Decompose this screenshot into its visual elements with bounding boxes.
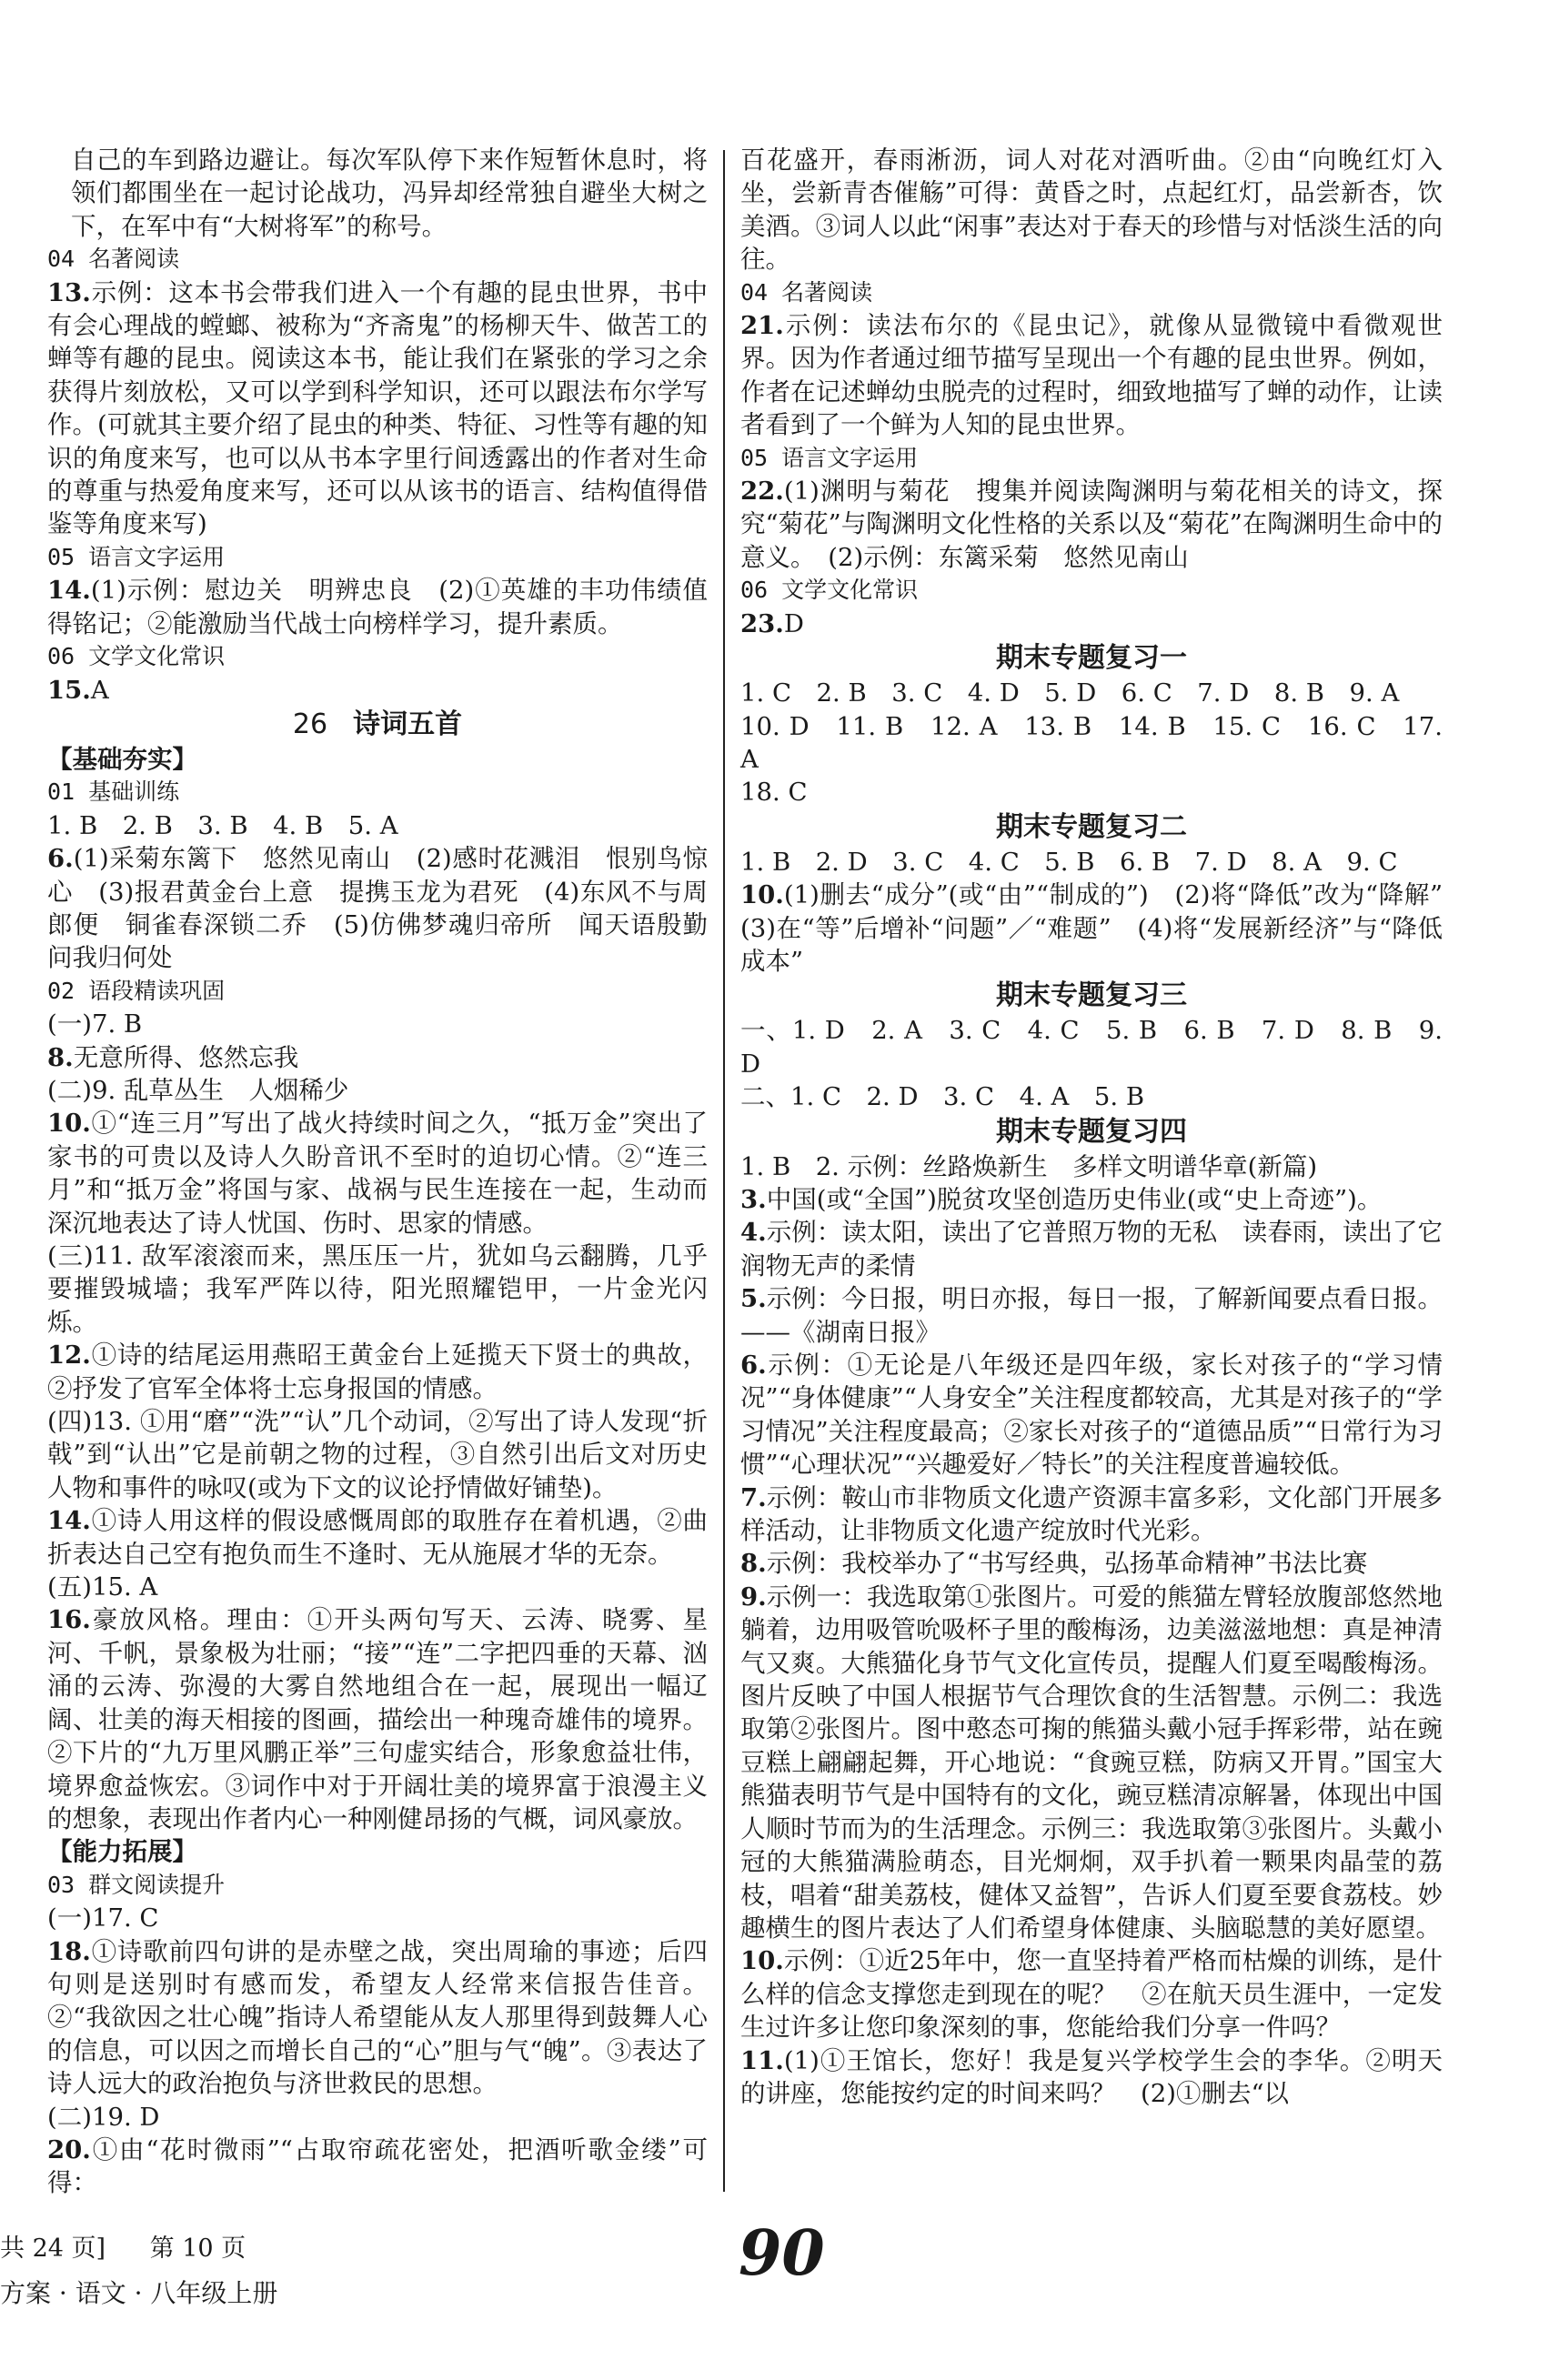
answer-number: 4. (740, 1218, 767, 1248)
section-label: 05 语言文字运用 (47, 543, 226, 570)
answer-item (47, 1603, 708, 1835)
answer-item (47, 276, 708, 541)
answer-text: 示例：这本书会带我们进入一个有趣的昆虫世界，书中有会心理战的螳螂、被称为“齐斋鬼”的杨柳天牛、做苦工的蝉等有趣的昆虫。阅读这本书，能让我们在紧张的学习之余获得片刻放松，又可以学到科学知识，还可以跟法布尔学写作。(可就其主要介绍了昆虫的种类、特征、习性等有趣的知识的角度来写，也可以从书本字里行间透露出的作者对生命的尊重与热爱角度来写，还可以从该书的语言、结构值得借鉴等角度来写) (47, 277, 708, 539)
answer-number: 10. (740, 1946, 784, 1976)
answer-line: 二、1. C 2. D 3. C 4. A 5. B (740, 1082, 1145, 1112)
answer-item (740, 1481, 1443, 1548)
answer-text: 豪放风格。理由：①开头两句写天、云涛、晓雾、星河、千帆，景象极为壮丽；“接”“连”二字把四垂的天幕、汹涌的云涛、弥漫的大雾自然地组合在一起，展现出一幅辽阔、壮美的海天相接的图画，描绘出一种瑰奇雄伟的境界。②下片的“九万里风鹏正举”三句虚实结合，形象愈益壮伟，境界愈益恢宏。③词作中对于开阔壮美的境界富于浪漫主义的想象，表现出作者内心一种刚健昂扬的气概，词风豪放。 (47, 1605, 708, 1833)
answer-line: 一、1. D 2. A 3. C 4. C 5. B 6. B 7. D 8. B 9. D (740, 1016, 1443, 1079)
answer-line: (四)13. ①用“磨”“洗”“认”几个动词，②写出了诗人发现“折戟”到“认出”它是前朝之物的过程，③自然引出后文对历史人物和事件的咏叹(或为下文的议论抒情做好铺垫)。 (47, 1407, 708, 1502)
answer-line: (三)11. 敌军滚滚而来，黑压压一片，犹如乌云翻腾，几乎要摧毁城墙；我军严阵以待，阳光照耀铠甲，一片金光闪烁。 (47, 1241, 708, 1337)
answer-number: 21. (740, 311, 784, 341)
answer-item (47, 2134, 708, 2200)
answer-line: (五)15. A (47, 1572, 158, 1602)
lesson-title: 期末专题复习四 (996, 1115, 1187, 1148)
section-label: 06 文学文化常识 (47, 643, 226, 670)
answer-text: 示例：我校举办了“书写经典，弘扬革命精神”书法比赛 (766, 1549, 1368, 1579)
answer-line: (一)17. C (47, 1903, 159, 1933)
lesson-heading (740, 811, 1443, 844)
answer-text: 无意所得、悠然忘我 (73, 1042, 299, 1072)
answer-text: 示例：今日报，明日亦报，每日一报，了解新闻要点看日报。——《湖南日报》 (740, 1284, 1443, 1347)
lesson-title: 期末专题复习一 (996, 642, 1187, 675)
answer-text: 中国(或“全国”)脱贫攻坚创造历史伟业(或“史上奇迹”)。 (766, 1184, 1383, 1214)
answer-line: 1. B 2. D 3. C 4. C 5. B 6. B 7. D 8. A 9. C (740, 847, 1398, 877)
answer-item (47, 1935, 708, 2101)
answer-item (47, 674, 708, 707)
answer-text: A (90, 675, 109, 705)
answer-item (740, 1282, 1443, 1349)
answer-text: D (783, 608, 804, 638)
answer-number: 15. (47, 675, 91, 705)
answer-item (740, 2044, 1443, 2111)
footer-page-info (0, 2228, 246, 2264)
answer-line: (一)7. B (47, 1009, 143, 1039)
answer-number: 20. (47, 2134, 91, 2164)
answer-number: 10. (47, 1109, 91, 1139)
answer-text: (1)删去“成分”(或“由”“制成的”) (2)将“降低”改为“降解” (3)在“等”后增补“问题”／“难题” (4)将“发展新经济”与“降低成本” (740, 880, 1468, 976)
answer-item (740, 1183, 1443, 1216)
answer-text: ①“连三月”写出了战火持续时间之久，“抵万金”突出了家书的可贵以及诗人久盼音讯不至时的迫切心情。②“连三月”和“抵万金”将国与家、战祸与民生连接在一起，生动而深沉地表达了诗人忧国、伤时、思家的情感。 (47, 1109, 708, 1238)
section-label: 04 名著阅读 (740, 278, 873, 306)
answer-number: 14. (47, 1506, 91, 1536)
answer-line: 自己的车到路边避让。每次军队停下来作短暂休息时，将领们都围坐在一起讨论战功，冯异却经常独自避坐大树之下，在军中有“大树将军”的称号。 (71, 146, 708, 241)
answer-text: ①诗的结尾运用燕昭王黄金台上延揽天下贤士的典故，②抒发了官军全体将士忘身报国的情感。 (47, 1341, 708, 1403)
section-label: 03 群文阅读提升 (47, 1871, 226, 1898)
answer-line: 18. C (740, 778, 808, 808)
answer-text: (1)示例：慰边关 明辨忠良 (2)①英雄的丰功伟绩值得铭记；②能激励当代战士向榜样学习，提升素质。 (47, 576, 708, 638)
answer-number: 9. (740, 1582, 767, 1612)
section-label: 04 名著阅读 (47, 246, 180, 273)
answer-text: 示例：鞍山市非物质文化遗产资源丰富多彩，文化部门开展多样活动，让非物质文化遗产绽放时代光彩。 (740, 1482, 1443, 1546)
section-label: 02 语段精读巩固 (47, 977, 226, 1004)
answer-text: 示例：读太阳，读出了它普照万物的无私 读春雨，读出了它润物无声的柔情 (740, 1218, 1443, 1280)
answer-item (740, 1547, 1443, 1580)
section-label: 01 基础训练 (47, 778, 180, 806)
answer-line: 1. B 2. B 3. B 4. B 5. A (47, 810, 398, 840)
answer-number: 6. (47, 844, 74, 874)
lesson-title: 期末专题复习二 (996, 810, 1187, 843)
answer-item (740, 608, 1443, 640)
answer-line: (二)19. D (47, 2102, 160, 2132)
answer-item (740, 475, 1443, 574)
answer-item (740, 879, 1468, 978)
answer-text: ①由“花时微雨”“占取帘疏花密处，把酒听歌金缕”可得： (47, 2134, 708, 2198)
answer-line: 10. D 11. B 12. A 13. B 14. B 15. C 16. C 17. A (740, 711, 1443, 774)
answer-number: 7. (740, 1482, 767, 1512)
lesson-heading (740, 1116, 1443, 1149)
answer-item (740, 1944, 1443, 2044)
answer-number: 18. (47, 1936, 91, 1966)
answer-number: 12. (47, 1341, 91, 1371)
section-tag: 【能力拓展】 (47, 1837, 197, 1867)
answer-number: 8. (740, 1549, 767, 1579)
answer-item (47, 574, 708, 640)
answer-line: 百花盛开，春雨淅沥，词人对花对酒听曲。②由“向晚红灯入坐，尝新青杏催觞”可得：黄昏之时，点起红灯，品尝新杏，饮美酒。③词人以此“闲事”表达对于春天的珍惜与对恬淡生活的向往。 (740, 146, 1443, 275)
section-label: 06 文学文化常识 (740, 577, 919, 604)
lesson-title: 期末专题复习三 (996, 979, 1187, 1012)
answer-line: 1. C 2. B 3. C 4. D 5. D 6. C 7. D 8. B 9. A (740, 678, 1400, 708)
footer-total-pages: 共 24 页] (0, 2234, 106, 2263)
answer-number: 16. (47, 1605, 91, 1635)
left-column (47, 144, 708, 2200)
answer-number: 23. (740, 608, 784, 638)
right-column (740, 144, 1468, 2110)
answer-text: ①诗歌前四句讲的是赤壁之战，突出周瑜的事迹；后四句则是送别时有感而发，希望友人经常来信报告佳音。②“我欲因之壮心魄”指诗人希望能从友人那里得到鼓舞人心的信息，可以因之而增长自己的“心”胆与气“魄”。③表达了诗人远大的政治抱负与济世救民的思想。 (47, 1936, 708, 2099)
answer-text: ①诗人用这样的假设感慨周郎的取胜存在着机遇，②曲折表达自己空有抱负而生不逢时、无从施展才华的无奈。 (47, 1506, 708, 1569)
answer-number: 22. (740, 477, 784, 507)
answer-text: (1)采菊东篱下 悠然见南山 (2)感时花溅泪 恨别鸟惊心 (3)报君黄金台上意 提携玉龙为君死 (4)东风不与周郎便 铜雀春深锁二乔 (5)仿佛梦魂归帝所 闻天语殷勤问我归何处 (47, 844, 708, 973)
answer-text: (1)①王馆长，您好！我是复兴学校学生会的李华。②明天的讲座，您能按约定的时间来吗？ (2)①删去“以 (740, 2045, 1443, 2108)
answer-line: 1. B 2. 示例：丝路焕新生 多样文明谱华章(新篇) (740, 1151, 1318, 1181)
answer-text: 示例一：我选取第①张图片。可爱的熊猫左臂轻放腹部悠然地躺着，边用吸管吮吸杯子里的酸梅汤，边美滋滋地想：真是神清气又爽。大熊猫化身节气文化宣传员，提醒人们夏至喝酸梅汤。图片反映了中国人根据节气合理饮食的生活智慧。示例二：我选取第②张图片。图中憨态可掬的熊猫头戴小冠手挥彩带，站在豌豆糕上翩翩起舞，开心地说：“食豌豆糕，防病又开胃。”国宝大熊猫表明节气是中国特有的文化，豌豆糕清凉解暑，体现出中国人顺时节而为的生活理念。示例三：我选取第③张图片。头戴小冠的大熊猫满脸萌态，目光炯炯，双手扒着一颗果肉晶莹的荔枝，唱着“甜美荔枝，健体又益智”，告诉人们夏至要食荔枝。妙趣横生的图片表达了人们希望身体健康、头脑聪慧的美好愿望。 (740, 1582, 1443, 1943)
answer-item (47, 1504, 708, 1571)
lesson-heading (47, 708, 708, 741)
answer-number: 13. (47, 277, 91, 307)
answer-number: 5. (740, 1284, 767, 1314)
column-divider (723, 150, 725, 2192)
answer-number: 10. (740, 880, 784, 910)
answer-number: 6. (740, 1351, 767, 1380)
answer-item (740, 1581, 1443, 1944)
answer-number: 8. (47, 1042, 74, 1072)
answer-text: 示例：①无论是八年级还是四年级，家长对孩子的“学习情况”“身体健康”“人身安全”关注程度都较高，尤其是对孩子的“学习情况”关注程度最高；②家长对孩子的“道德品质”“日常行为习惯”“心理状况”“兴趣爱好／特长”的关注程度普遍较低。 (740, 1351, 1443, 1480)
answer-item (740, 1216, 1443, 1282)
lesson-title: 诗词五首 (353, 708, 463, 740)
answer-line: (二)9. 乱草丛生 人烟稀少 (47, 1075, 349, 1105)
answer-number: 14. (47, 576, 91, 606)
answer-text: 示例：读法布尔的《昆虫记》，就像从显微镜中看微观世界。因为作者通过细节描写呈现出一个有趣的昆虫世界。例如，作者在记述蝉幼虫脱壳的过程时，细致地描写了蝉的动作，让读者看到了一个鲜为人知的昆虫世界。 (740, 311, 1443, 440)
lesson-heading (740, 642, 1443, 675)
answer-number: 3. (740, 1184, 767, 1214)
answer-item (740, 309, 1443, 442)
answer-text: (1)渊明与菊花 搜集并阅读陶渊明与菊花相关的诗文，探究“菊花”与陶渊明文化性格的关系以及“菊花”在陶渊明生命中的意义。 (2)示例：东篱采菊 悠然见南山 (740, 477, 1443, 572)
section-label: 05 语言文字运用 (740, 444, 919, 471)
answer-number: 11. (740, 2045, 784, 2075)
answer-item (47, 1107, 708, 1240)
lesson-heading (740, 979, 1443, 1012)
footer-book-title: 方案 · 语文 · 八年级上册 (0, 2278, 278, 2308)
answer-item (740, 1349, 1443, 1481)
footer-page: 第 10 页 (149, 2234, 246, 2263)
lesson-number: 26 (292, 708, 328, 740)
answer-item (47, 1339, 708, 1405)
section-tag: 【基础夯实】 (47, 744, 197, 774)
page-number: 90 (739, 2217, 825, 2290)
answer-item (47, 842, 708, 975)
answer-text: 示例：①近25年中，您一直坚持着严格而枯燥的训练，是什么样的信念支撑您走到现在的呢？ ②在航天员生涯中，一定发生过许多让您印象深刻的事，您能给我们分享一件吗？ (740, 1946, 1443, 2043)
answer-item (47, 1041, 708, 1074)
